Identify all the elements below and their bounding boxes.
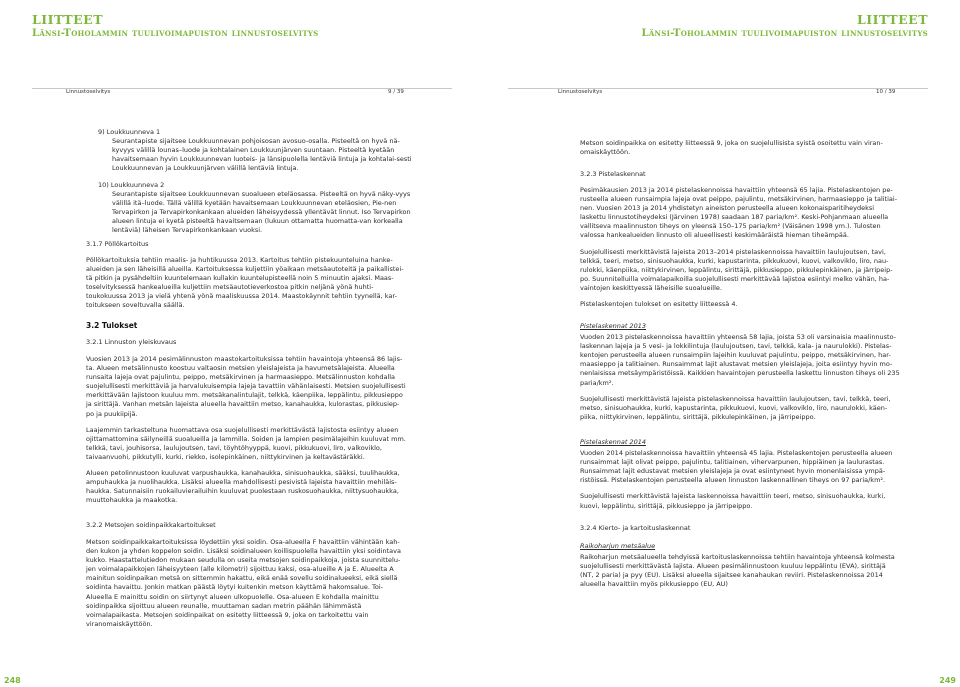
header-subtitle: Länsi-Toholammin tuulivoimapuiston linnustoselvitys [32,28,319,39]
pistelaskennat-2014 [580,438,900,518]
section-3-2-1-heading: 3.2.1 Linnuston yleiskuvaus [86,338,177,346]
running-page-number: 9 / 39 [388,89,404,95]
paragraph: Suojelullisesti merkittävistä lajeista 2013–2014 pistelaskennoissa havaittiin laulujoutsen, tavi, telkkä, teeri, metso, sinisuohaukka, kurki, kapustarinta, pikkukuovi, kuovi, valkoviklo, liro, nau-rulokki, käenpiika, niittykirvinen, leppälintu, sirittäjä, pikkusieppo, pikkulepinkäinen, ja järripeip-po. Suunnitelluilla voimalapaikoilla suojelullisesti merkittävää lajistoa esiintyi melko vähän, ha-vaintojen keskittyessä läheisille suoalueille. [580,247,893,292]
section-3-2-heading: 3.2 Tulokset [86,321,138,330]
pistelaskennat-2013 [580,322,900,429]
section-3-1-7-text [86,256,406,318]
item-10 [98,181,418,236]
paragraph: Vuoden 2013 pistelaskennoissa havaittiin yhteensä 58 lajia, joista 53 oli varsinaisia maalinnusto-laskennan lajeja ja 5 vesi- ja lokkilintuja (laulujoutsen, tavi, telkkä, kala- ja naurulokki). Pistelas-kentojen perusteella alueen runsaimpiin lajeihin kuuluvat pajulintu, peippo, metsäkirvinen, har-maasieppo ja talitiainen. Runsaimmat lajit alustavat metsien yleislajeja, joita esiintyy hyvin mo-nenlaisissa metsäympäristöissä. Kaikkien havaintojen perusteella laskettu linnuston tiheys oli 235 paria/km². [580,333,900,387]
paragraph: Metson soidinpaikkakartoituksissa löydettiin yksi soidin. Osa-alueella F havaittiin vähintään kah-den kukon ja yhden koppelon soidin. Lisäksi soidinalueen koillispuolella havaittiin yksi soidintava kukko. Haastattelutiedon mukaan seudulla on useita metsojen soidinpaikkoja, joista suunnittelu-jen voimalapaikkojen läheisyyteen (alle kilometri) sijoittuu kaksi, osa-alueille A ja E. Alueelta A mainitun soidinpaikan metsä on sittemmin hakattu, eikä enää sovellu soidinalueeksi, eikä siellä soidinta havaittu. Jonkin matkan päästä löytyi kuitenkin metson käyttämä hakomsalue. Toi-Alueella E mainittu soidin on siirtynyt alueen ulkopuolelle. Osa-alueen E kohdalla mainittu soidinpaikka sijoittuu alueen reunalle, muuttaman sadan metrin päähän lähimmästä voimalapaikasta. Metsojen soidinpaikat on esitetty liitteessä 9, joka on tarkoitettu vain viranomaiskäyttöön. [86,538,401,628]
header-subtitle: Länsi-Toholammin tuulivoimapuiston linnustoselvitys [641,28,928,39]
subheading-2014: Pistelaskennat 2014 [580,438,646,446]
header-title: LIITTEET [32,12,103,27]
paragraph: Metson soidinpaikka on esitetty liitteessä 9, joka on suojelullisista syistä osoitettu vain viran-omaiskäyttöön. [580,139,883,157]
paragraph: Vuosien 2013 ja 2014 pesimälinnuston maastokartoituksissa tehtiin havaintoja yhteensä 86 lajis-ta. Alueen metsälinnusto koostuu valtaosin metsien yleislajeista ja havumetsälajeista. Alueella runsaita lajeja ovat pajulintu, peippo, metsäkirvinen ja harmaasieppo. Metsälinnuston kohdalla suojelullisesti merkittäviä ja harvalukuisempia lajeja tavattiin vähänlaisesti. Metsien suojelullisesti merkittävään lajistoon kuuluu mm. metsäkanalintulajit, telkkä, käenpiika, leppälintu, pikkusieppo ja sirittäjä. Vanhan metsän lajeista alueella havaittiin metso, kanahaukka, kulorastas, pikkusiep-po ja puukiipijä. [86,355,406,418]
raikoharju-section [580,542,900,596]
paragraph: Laajemmin tarkasteltuna huomattava osa suojelullisesti merkittävästä lajistosta esiintyy alueen ojittamattomina säilyneillä suoalueilla ja lammilla. Soiden ja lampien pesimälajeihin kuuluvat mm. telkkä, tavi, jouhisorsa, laulujoutsen, tavi, töyhtöhyyppä, kuovi, pikkukuovi, liro, valkoviklo, taivaanvuohi, pikkutylli, kurki, riekko, isolepinkäinen, niittykirvinen ja keltavästäräkki. [86,425,406,461]
paragraph: Alueen petolinnustoon kuuluvat varpushaukka, kanahaukka, sinisuohaukka, sääksi, tuulihaukka, ampuhaukka ja nuolihaukka. Lisäksi alueella mahdollisesti pesivistä lajeista havaittiin mehiläis-haukka. Satunnaisiin ruokailuvierailuihin kuuluvat puolestaan ruskosuohaukka, niittysuohaukka, muuttohaukka ja maakotka. [86,469,400,505]
intro-paragraph [580,139,900,164]
page-number: 249 [939,676,956,685]
paragraph: Suojelullisesti merkittävistä lajeista laskennoissa havaittiin teeri, metso, sinisuohaukka, kurki, kuovi, leppälintu, sirittäjä, pikkusieppo ja järripeippo. [580,492,886,510]
item-9 [98,128,418,173]
header-title: LIITTEET [857,12,928,27]
section-3-2-3-heading: 3.2.3 Pistelaskennat [580,170,646,178]
paragraph: Pistelaskentojen tulokset on esitetty liitteessä 4. [580,300,738,309]
running-title: Linnustoselvitys [558,89,603,95]
section-3-2-4-heading: 3.2.4 Kierto- ja kartoituslaskennat [580,524,691,532]
section-3-2-3-text [580,186,900,316]
section-3-2-2-heading: 3.2.2 Metsojen soidinpaikkakartoitukset [86,521,216,529]
page-number: 248 [4,676,21,685]
subheading-2013: Pistelaskennat 2013 [580,322,646,330]
running-title: Linnustoselvitys [66,89,111,95]
item-9-heading: 9) Loukkuunneva 1 [98,128,161,136]
subheading-raikoharju: Raikoharjun metsäalue [580,542,656,550]
paragraph: Pöllökartoituksia tehtiin maalis- ja huhtikuussa 2013. Kartoitus tehtiin pistekuunteluina hanke-alueiden ja sen läheisillä alueilla. Kartoituksessa kuljettiin yöaikaan metsäautoteitä ja paikallistei-tä pitkin ja pysähdeltiin kuuntelemaan kullakin kuuntelupisteellä noin 5 minuutin ajaksi. Maas-toselvityksessä hankealueilla kuljettiin metsäautotieverkostoa pitkin neljänä yönä huhti-toukokuussa 2013 ja vielä yhtenä yönä maaliskuussa 2014. Maastokäynnit tehtiin tyynellä, kar-toitukseen soveltuvalla säällä. [86,256,404,310]
right-page [480,0,960,687]
paragraph: Pesimäkausien 2013 ja 2014 pistelaskennoissa havaittiin yhteensä 65 lajia. Pistelaskentojen pe-rusteella alueen runsaimpia lajeja ovat peippo, pajulintu, metsäkirvinen, harmaasieppo ja talitiai-nen. Vuosien 2013 ja 2014 yhdistetyn aineiston perusteella alueen kokonaisparitiheydeksi laskettu linnustotiheydeksi (Järvinen 1978) saadaan 187 paria/km². Keski-Pohjanmaan alueella vallitseva maalinnuston tiheys on yleensä 150–175 paria/km² (Väisänen 1998 ym.). Tulosten valossa hankealueiden linnusto oli alueellisesti keskimääräistä hieman tiheämpää. [580,186,898,240]
paragraph: Suojelullisesti merkittävistä lajeista pistelaskennoissa havaittiin laulujoutsen, tavi, telkkä, teeri, metso, sinisuohaukka, kurki, kapustarinta, pikkukuovi, kuovi, valkoviklo, liro, naurulokki, käen-piika, niittykirvinen, leppälintu, sirittäjä, pikkulepinkäinen, ja järripeippo. [580,394,891,421]
item-10-text: Seurantapiste sijaitsee Loukkuunnevan suoalueen eteläosassa. Pisteeltä on hyvä näky-vyys välillä itä–luode. Tällä välillä kyetään havaitsemaan Loukkuunnevan eteläosien, Pie-nen Tervapirkon ja Tervapirkonkankaan alueiden läheisyydessä yllentävät linnut. Iso Tervapirkon alueen lintuja ei kyetä pisteeltä havaitsemaan (lukuun ottamatta huomatta-van korkealla lentäviä) läheisen Tervapirkonkankaan vuoksi. [112,190,411,235]
section-3-2-2-text [86,538,406,636]
section-3-2-1-text [86,355,406,512]
item-9-text: Seurantapiste sijaitsee Loukkuunnevan pohjoisosan avosuo-osalla. Pisteeltä on hyvä nä-kyvyys välillä lounas–luode ja kohtalainen Loukkuunjärven suuntaan. Pisteeltä kyetään havaitsemaan hyvin Loukkuunnevan luoteis- ja länsipuolella lentäviä lintuja ja kohtalai-sesti Loukkuunnevan ja Loukkuunjärven välillä lentäviä lintuja. [112,137,412,173]
paragraph: Raikoharjun metsäalueella tehdyissä kartoituslaskennoissa tehtiin havaintoja yhteensä kolmesta suojelullisesti merkittävästä lajista. Alueen pesimälinnustoon kuuluu leppälintu (EVA), sirittäjä (NT, 2 paria) ja pyy (EU). Lisäksi alueella sijaitsee kanahaukan reviiri. Pistelaskennoissa 2014 alueella havaittiin myös pikkusieppo (EU, AU) [580,553,895,589]
running-page-number: 10 / 39 [876,89,896,95]
paragraph: Vuoden 2014 pistelaskennoissa havaittiin yhteensä 45 lajia. Pistelaskentojen perusteella alueen runsaimmat lajit olivat peippo, pajulintu, talitiainen, vihervarpunen, hippiäinen ja laulurastas. Runsaimmat lajit edustavat metsien yleislajeja ja ovat esiintyneet hyvin monenlaisissa ympä-ristöissä. Pistelaskentojen perusteella alueen linnuston laskennallinen tiheys on 97 paria/km². [580,449,893,485]
section-3-1-7-heading: 3.1.7 Pöllökartoitus [86,240,149,248]
item-10-heading: 10) Loukkuunneva 2 [98,181,165,189]
